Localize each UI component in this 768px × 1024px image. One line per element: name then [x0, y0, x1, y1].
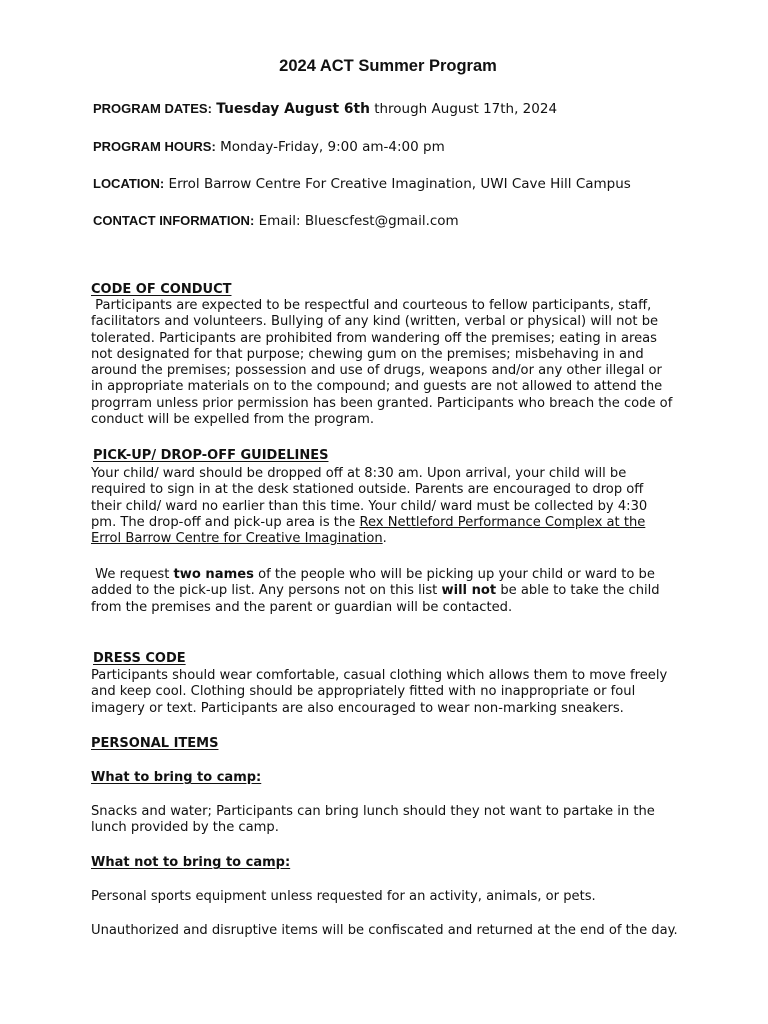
code-of-conduct-text	[91, 298, 741, 428]
text-fragment: pm. The drop-off and pick-up area is the	[91, 514, 360, 530]
pickup-guidelines-text	[91, 466, 741, 547]
what-not-to-bring-heading: What not to bring to camp:	[91, 855, 291, 870]
contact-value: Email: Bluescfest@gmail.com	[254, 213, 459, 229]
contact-information	[93, 213, 459, 229]
text-fragment: of the people who will be picking up your child or ward to be	[253, 567, 655, 582]
text-line: from the premises and the parent or guardian will be contacted.	[91, 599, 513, 615]
text-line: not designated for that purpose; chewing gum on the premises; misbehaving in and	[91, 346, 644, 362]
program-dates-start: Tuesday August 6th	[216, 101, 370, 117]
text-bold: will not	[441, 583, 497, 599]
dress-code-heading: DRESS CODE	[93, 651, 186, 666]
document-title: 2024 ACT Summer Program	[279, 57, 497, 75]
program-hours-value: Monday-Friday, 9:00 am-4:00 pm	[215, 139, 445, 155]
program-hours-label: PROGRAM HOURS:	[93, 139, 216, 154]
what-to-bring-text	[91, 804, 741, 837]
text-fragment: added to the pick-up list. Any persons not on this list	[91, 583, 442, 599]
location-label: LOCATION:	[93, 176, 165, 191]
text-line: in appropriate materials on to the compound; and guests are not allowed to attend the	[91, 379, 663, 395]
text-fragment: .	[382, 531, 387, 547]
what-to-bring-heading: What to bring to camp:	[91, 770, 262, 785]
text-line: required to sign in at the desk stationed outside. Parents are encouraged to drop off	[91, 482, 644, 498]
text-line	[91, 531, 741, 547]
confiscation-note: Unauthorized and disruptive items will be confiscated and returned at the end of the day.	[91, 923, 678, 938]
text-line: their child/ ward no earlier than this time. Your child/ ward must be collected by 4:30	[91, 498, 648, 514]
text-line: progrram unless prior permission has been granted. Participants who breach the code of	[91, 395, 673, 411]
text-line: facilitators and volunteers. Bullying of any kind (written, verbal or physical) will not be	[91, 314, 659, 330]
text-bold: two names	[173, 567, 254, 582]
code-of-conduct-heading: CODE OF CONDUCT	[91, 282, 232, 297]
text-line: Your child/ ward should be dropped off at 8:30 am. Upon arrival, your child will be	[91, 466, 627, 481]
text-line	[91, 515, 741, 531]
location-value: Errol Barrow Centre For Creative Imagination, UWI Cave Hill Campus	[164, 176, 631, 192]
text-line: lunch provided by the camp.	[91, 820, 279, 836]
text-line: imagery or text. Participants are also encouraged to wear non-marking sneakers.	[91, 700, 624, 716]
program-dates	[93, 101, 557, 117]
text-line: Participants are expected to be respectful and courteous to fellow participants, staff,	[91, 298, 652, 313]
program-dates-end: through August 17th, 2024	[369, 101, 558, 117]
location	[93, 176, 631, 192]
program-dates-label: PROGRAM DATES:	[93, 101, 212, 116]
personal-items-heading: PERSONAL ITEMS	[91, 736, 219, 751]
text-line: Snacks and water; Participants can bring lunch should they not want to partake in the	[91, 804, 655, 819]
pickup-names-request	[91, 567, 751, 616]
dropoff-location-link-continued: Errol Barrow Centre for Creative Imagination	[91, 531, 383, 547]
what-not-to-bring-text: Personal sports equipment unless requested for an activity, animals, or pets.	[91, 889, 596, 904]
pickup-guidelines-heading: PICK-UP/ DROP-OFF GUIDELINES	[93, 448, 329, 463]
dress-code-text	[91, 668, 741, 717]
text-line: Participants should wear comfortable, casual clothing which allows them to move freely	[91, 668, 668, 683]
text-line: and keep cool. Clothing should be appropriately fitted with no inappropriate or foul	[91, 684, 636, 700]
text-line: tolerated. Participants are prohibited from wandering off the premises; eating in areas	[91, 330, 657, 346]
text-line: conduct will be expelled from the program.	[91, 412, 375, 428]
text-fragment: be able to take the child	[496, 583, 660, 599]
text-line	[91, 583, 751, 599]
text-line: around the premises; possession and use of drugs, weapons and/or any other illegal or	[91, 363, 662, 379]
dropoff-location-link: Rex Nettleford Performance Complex at the	[359, 514, 646, 530]
text-fragment: We request	[95, 567, 174, 582]
text-line	[91, 567, 751, 583]
contact-label: CONTACT INFORMATION:	[93, 213, 255, 228]
program-hours	[93, 139, 445, 155]
